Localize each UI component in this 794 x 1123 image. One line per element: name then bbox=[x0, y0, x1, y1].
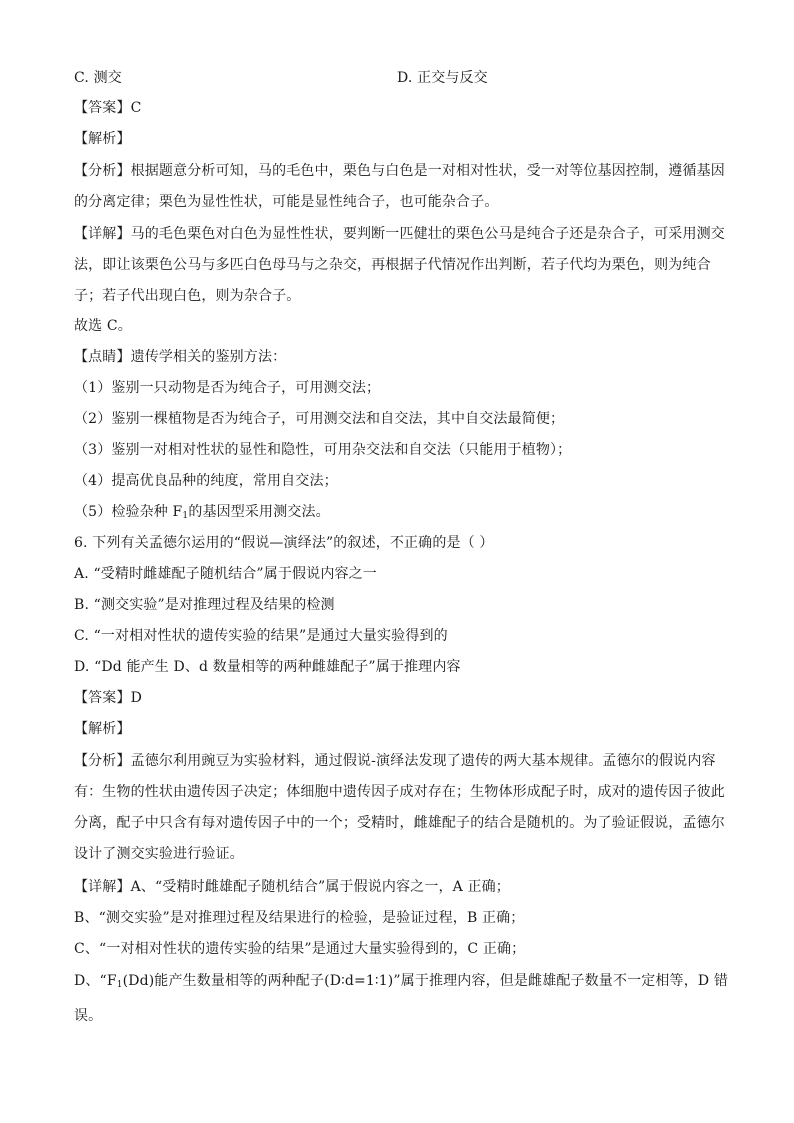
q6-detail-c: C、“一对相对性状的遗传实验的结果”是通过大量实验得到的，C 正确； bbox=[74, 941, 526, 957]
q6-detail-b: B、“测交实验”是对推理过程及结果进行的检验，是验证过程，B 正确； bbox=[74, 910, 525, 926]
q5-method-5: （5）检验杂种 $F_1$的基因型采用测交法。 bbox=[74, 504, 330, 521]
q6-fenxi: 【分析】孟德尔利用豌豆为实验材料，通过假说-演绎法发现了遗传的两大基本规律。孟德尔的假说内容有：生物的性状由遗传因子决定；体细胞中遗传因子成对存在；生物体形成配子时，成对的遗传因子彼此分离，配子中只含有每对遗传因子中的一个；受精时，雌雄配子的结合是随机的。为了验证假说，孟德尔设计了测交实验进行验证。 bbox=[74, 753, 725, 862]
q6-option-d: D. “Dd 能产生 D、d 数量相等的两种雌雄配子”属于推理内容 bbox=[74, 659, 461, 675]
q6-option-a: A. “受精时雌雄配子随机结合”属于假说内容之一 bbox=[74, 566, 377, 582]
q6-analysis-label: 【解析】 bbox=[74, 721, 131, 737]
q5-analysis-label: 【解析】 bbox=[74, 131, 131, 147]
q5-method-2: （2）鉴别一棵植物是否为纯合子，可用测交法和自交法，其中自交法最简便； bbox=[74, 411, 565, 427]
q6-detail-d: D、“$F_1(Dd)$能产生数量相等的两种配子(D∶d=1∶1)”属于推理内容，但是雌雄配子数量不一定相等，D 错误。 bbox=[74, 973, 728, 1024]
q6-answer: 【答案】D bbox=[74, 690, 142, 706]
q5-option-d: D. 正交与反交 bbox=[397, 70, 488, 86]
q5-conclusion: 故选 C。 bbox=[74, 318, 132, 334]
q6-option-b: B. “测交实验”是对推理过程及结果的检测 bbox=[74, 597, 335, 613]
q6-stem: 6. 下列有关孟德尔运用的“假说—演绎法”的叙述，不正确的是（ ） bbox=[74, 535, 494, 551]
q5-dianjing: 【点睛】遗传学相关的鉴别方法： bbox=[74, 349, 287, 365]
q5-method-3: （3）鉴别一对相对性状的显性和隐性，可用杂交法和自交法（只能用于植物）； bbox=[74, 442, 572, 458]
q5-xiangjie: 【详解】马的毛色栗色对白色为显性性状，要判断一匹健壮的栗色公马是纯合子还是杂合子，可采用测交法，即让该栗色公马与多匹白色母马与之杂交，再根据子代情况作出判断，若子代均为栗色，则为纯合子；若子代出现白色，则为杂合子。 bbox=[74, 226, 725, 304]
q6-option-c: C. “一对相对性状的遗传实验的结果”是通过大量实验得到的 bbox=[74, 628, 448, 644]
q5-fenxi: 【分析】根据题意分析可知，马的毛色中，栗色与白色是一对相对性状，受一对等位基因控制，遵循基因的分离定律；栗色为显性性状，可能是显性纯合子，也可能杂合子。 bbox=[74, 163, 725, 210]
q5-method-1: （1）鉴别一只动物是否为纯合子，可用测交法； bbox=[74, 380, 381, 396]
q5-option-c: C. 测交 bbox=[74, 70, 122, 86]
q5-method-4: （4）提高优良品种的纯度，常用自交法； bbox=[74, 473, 338, 489]
q6-detail-a: 【详解】A、“受精时雌雄配子随机结合”属于假说内容之一，A 正确； bbox=[74, 879, 510, 895]
q5-answer: 【答案】C bbox=[74, 100, 142, 116]
